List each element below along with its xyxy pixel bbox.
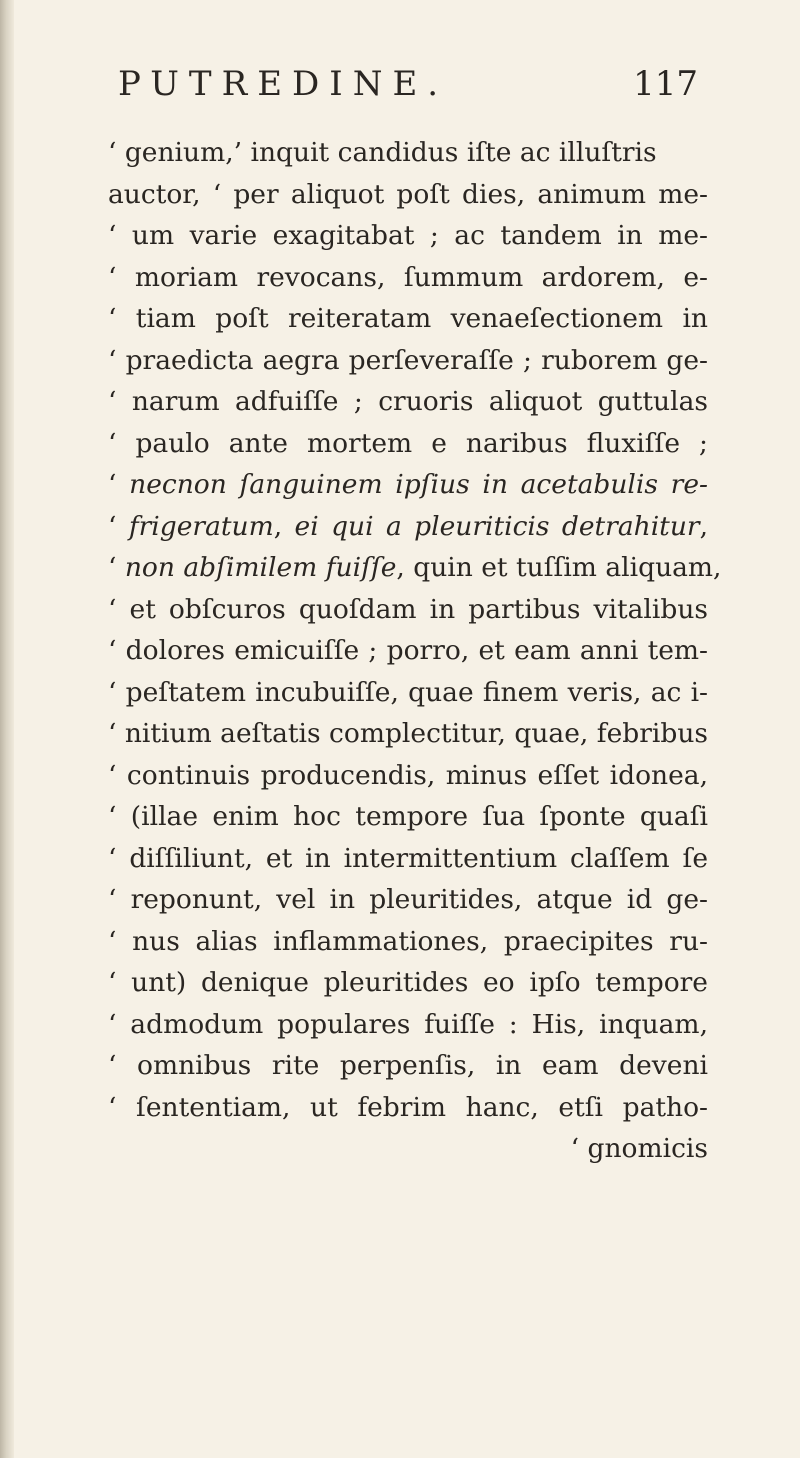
text-segment: ‘ reponunt, vel in pleuritides, atque id ge- [108,884,708,915]
text-segment: ‘ [108,469,130,500]
text-line [108,589,708,631]
page-number: 117 [633,64,698,104]
text-line [108,962,708,1004]
text-segment: ‘ peſtatem incubuiſſe, quae finem veris, ac i- [108,676,708,708]
text-line [108,1045,708,1087]
text-segment: ‘ continuis producendis, minus eſſet idonea, [108,759,708,791]
text-line [108,506,708,548]
text-line [108,381,708,423]
text-segment: ‘ paulo ante mortem e naribus fluxiſſe ; [108,427,708,459]
text-line [108,257,708,299]
text-line [108,796,708,838]
running-head [118,64,698,114]
text-segment: , quin et tuſſim aliquam, [396,552,722,583]
text-line [108,132,708,174]
text-segment: ‘ [108,552,125,583]
italic-segment: frigeratum [128,510,274,542]
text-segment: ‘ [108,510,129,542]
text-segment: ‘ narum adfuiſſe ; cruoris aliquot guttulas [108,386,708,417]
body-text [108,132,722,1170]
text-segment: , [699,510,709,542]
text-segment: ‘ nitium aeſtatis complectitur, quae, febribus [108,718,708,749]
text-segment: ‘ um varie exagitabat ; ac tandem in me- [108,220,708,251]
text-segment: ‘ ſententiam, ut febrim hanc, etſi patho- [108,1091,708,1123]
text-segment: , [273,510,295,542]
text-segment: ‘ omnibus rite perpenſis, in eam deveni [108,1050,708,1081]
italic-segment: ei qui a pleuriticis detrahitur [294,510,700,542]
text-segment: ‘ moriam revocans, ſummum ardorem, e- [108,261,708,293]
running-title: PUTREDINE. [118,64,449,104]
text-segment: ‘ dolores emicuiſſe ; porro, et eam anni tem- [108,635,708,666]
text-line [108,1087,708,1129]
text-segment: ‘ admodum populares fuiſſe : His, inquam, [108,1008,708,1040]
text-segment: auctor, ‘ per aliquot poſt dies, animum me- [108,178,708,210]
text-line [108,174,708,216]
text-line [108,672,708,714]
text-segment: ‘ et obſcuros quoſdam in partibus vitalibus [108,593,708,625]
text-segment: ‘ tiam poſt reiteratam venaeſectionem in [108,303,708,334]
text-line [108,215,708,257]
text-line [108,630,708,672]
text-segment: ‘ nus alias inflammationes, praecipites ru- [108,925,708,957]
text-line [108,464,708,506]
text-line [108,340,708,382]
text-line [108,547,722,589]
text-line [108,713,708,755]
text-line [108,1004,708,1046]
text-line [108,879,708,921]
text-segment: ‘ praedicta aegra perſeveraſſe ; ruborem ge- [108,344,708,376]
italic-segment: necnon ſanguinem ipſius in acetabulis re- [129,469,708,500]
text-segment: ‘ unt) denique pleuritides eo ipſo tempore [108,967,708,998]
italic-segment: non abſimilem fuiſſe [124,552,397,583]
text-line [108,423,708,465]
text-segment: ‘ (illae enim hoc tempore ſua ſponte quaſi [108,801,708,832]
text-line [108,921,708,963]
text-line [108,1128,708,1170]
text-line [108,755,708,797]
text-line [108,838,708,880]
text-segment: ‘ genium,’ inquit candidus iſte ac illuſtris [108,137,657,168]
text-segment: ‘ diſſiliunt, et in intermittentium claſſem ſe [108,842,708,874]
text-line [108,298,708,340]
text-segment: ‘ gnomicis [570,1133,708,1164]
